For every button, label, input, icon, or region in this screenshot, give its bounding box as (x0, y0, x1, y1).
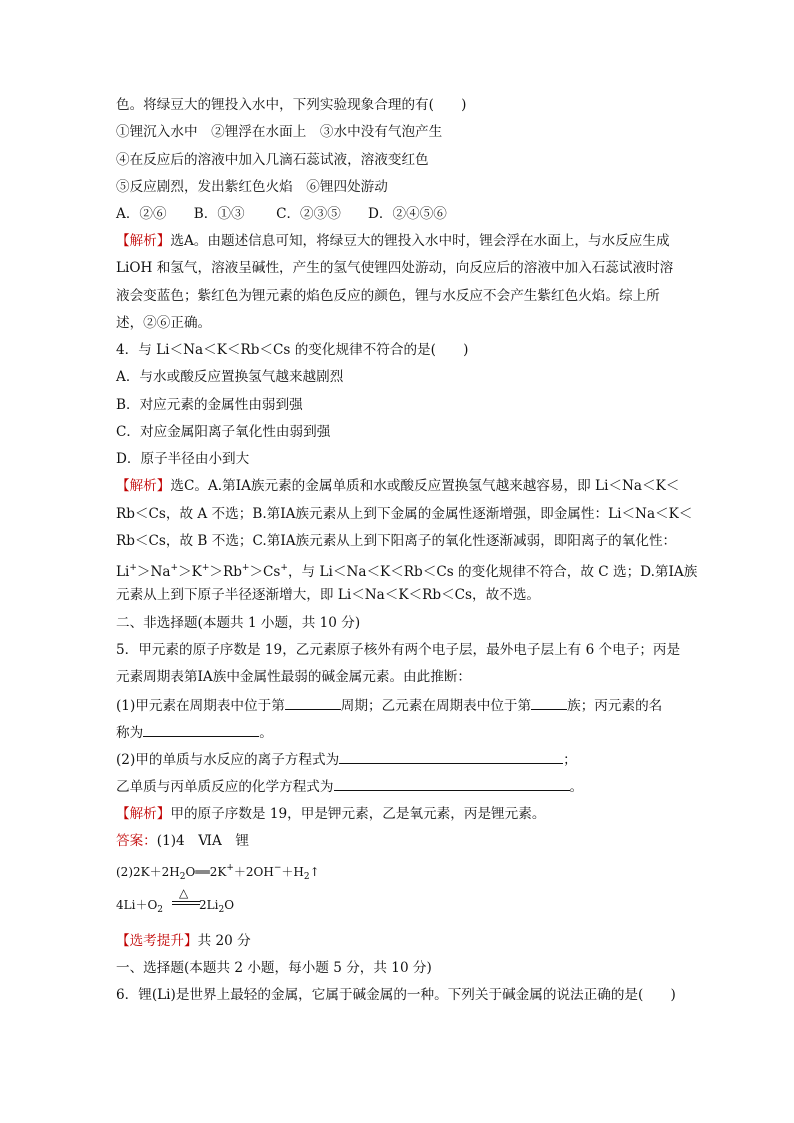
charge: + (280, 563, 288, 573)
q5-stem-line1: 5．甲元素的原子序数是 19，乙元素原子核外有两个电子层，最外电子层上有 6 个电子；丙是 (116, 642, 681, 658)
analysis-tag: 【解析】 (116, 478, 171, 494)
q5-part1 (116, 696, 662, 715)
q4-option-b: B．对应元素的金属性由弱到强 (116, 397, 303, 413)
equation-part: 4Li＋O (116, 898, 158, 912)
q4-analysis-line4 (116, 559, 697, 581)
q5-part1-text: 族；丙元素的名 (567, 698, 663, 714)
q5-part1-text: 。 (259, 725, 273, 741)
q5-part2-text: 。 (569, 779, 584, 795)
analysis-tag: 【解析】 (116, 233, 171, 249)
q3-choices: A．②⑥ B．①③ C．②③⑤ D．②④⑤⑥ (116, 206, 447, 222)
q4-stem: 4．与 Li＜Na＜K＜Rb＜Cs 的变化规律不符合的是( ) (116, 342, 469, 358)
q4-analysis-line3: Rb＜Cs，故 B 不选；C.第ⅠA族元素从上到下阳离子的氧化性逐渐减弱，即阳离子的氧化性： (116, 533, 677, 549)
bonus-section-heading: 一、选择题(本题共 2 小题，每小题 5 分，共 10 分) (116, 960, 432, 976)
equation-part: (2)2K＋2H (116, 865, 180, 879)
q3-analysis-line2: LiOH 和氢气，溶液呈碱性，产生的氢气使锂四处游动，向反应后的溶液中加入石蕊试液时溶 (116, 260, 674, 276)
answer-blank-element-name[interactable] (143, 723, 259, 737)
charge: + (241, 563, 250, 573)
analysis-text: 选A。由题述信息可知，将绿豆大的锂投入水中时，锂会浮在水面上，与水反应生成 (170, 233, 670, 249)
analysis-tag: 【解析】 (116, 806, 171, 822)
q3-analysis-line3: 液会变蓝色；紫红色为锂元素的焰色反应的颜色，锂与水反应不会产生紫红色火焰。综上所 (116, 288, 660, 304)
q6-stem: 6．锂(Li)是世界上最轻的金属，它属于碱金属的一种。下列关于碱金属的说法正确的是( ) (116, 987, 676, 1003)
answer-blank-group[interactable] (531, 696, 567, 710)
heat-triangle-icon: △ (179, 886, 189, 900)
q3-options-line1: ①锂沉入水中 ②锂浮在水面上 ③水中没有气泡产生 (116, 124, 443, 140)
ion-k: ＞K (178, 564, 202, 580)
q3-options-line2: ④在反应后的溶液中加入几滴石蕊试液，溶液变红色 (116, 152, 429, 168)
subscript: 2 (179, 872, 186, 882)
equals-bar (172, 904, 200, 905)
q5-part1-cont (116, 723, 273, 742)
q4-option-d: D．原子半径由小到大 (116, 451, 250, 467)
q5-part2-cont (116, 777, 583, 796)
equation-part: 2Li (199, 898, 219, 912)
subscript: 2 (303, 872, 310, 882)
charge: + (170, 563, 179, 573)
bonus-tag: 【选考提升】 (116, 933, 198, 949)
subscript: 2 (157, 905, 164, 915)
q4-option-c: C．对应金属阳离子氧化性由弱到强 (116, 424, 331, 440)
ion-cs: ＞Cs (249, 564, 281, 580)
ion-na: ＞Na (136, 564, 171, 580)
q3-options-line3: ⑤反应剧烈，发出紫红色火焰 ⑥锂四处游动 (116, 179, 388, 195)
superscript: + (226, 863, 234, 873)
equals-bar (172, 901, 200, 902)
charge: + (201, 563, 210, 573)
q3-analysis-line1 (116, 232, 670, 250)
analysis-text: ，与 Li＜Na＜K＜Rb＜Cs 的变化规律不符合，故 C 选；D.第ⅠA族 (287, 564, 698, 580)
q5-stem-line2: 元素周期表第ⅠA族中金属性最弱的碱金属元素。由此推断： (116, 669, 472, 685)
analysis-text: 选C。A.第ⅠA族元素的金属单质和水或酸反应置换氢气越来越容易，即 Li＜Na＜K＜ (170, 478, 680, 494)
analysis-text: 甲的原子序数是 19，甲是钾元素，乙是氧元素，丙是锂元素。 (170, 806, 546, 822)
ion-li: Li (116, 564, 130, 580)
q4-analysis-line2: Rb＜Cs，故 A 不选；B.第ⅠA族元素从上到下金属的金属性逐渐增强，即金属性：Li＜Na＜K＜ (116, 506, 693, 522)
answer-blank-period[interactable] (285, 696, 341, 710)
q5-answer-equation1 (116, 859, 320, 886)
q3-analysis-line4: 述，②⑥正确。 (116, 315, 212, 331)
bonus-score: 共 20 分 (197, 933, 251, 949)
equation-part: ↑ (309, 865, 320, 879)
q5-part1-text: 周期；乙元素在周期表中位于第 (340, 698, 532, 714)
q5-part2-text: ； (563, 752, 577, 768)
bonus-heading (116, 932, 251, 950)
subscript: 2 (218, 905, 225, 915)
equation-part: O══2K (185, 865, 227, 879)
q4-analysis-line5: 元素从上到下原子半径逐渐增大，即 Li＜Na＜K＜Rb＜Cs，故不选。 (116, 587, 541, 603)
section-heading-nonchoice: 二、非选择题(本题共 1 小题，共 10 分) (116, 615, 361, 631)
q4-option-a: A．与水或酸反应置换氢气越来越剧烈 (116, 369, 344, 385)
answer-text: (1)4 ⅥA 锂 (156, 833, 249, 849)
q3-stem: 色。将绿豆大的锂投入水中，下列实验现象合理的有( ) (116, 97, 467, 113)
heating-condition-sign (172, 888, 200, 908)
q5-part2-text: 乙单质与丙单质反应的化学方程式为 (116, 779, 334, 795)
equation-part: O (224, 898, 235, 912)
equation-part: ＋H (281, 865, 304, 879)
q5-part2-text: (2)甲的单质与水反应的离子方程式为 (116, 752, 340, 768)
answer-blank-chemical-equation[interactable] (334, 777, 570, 791)
equation-part: ＋2OH (233, 865, 274, 879)
q4-analysis-line1 (116, 477, 679, 495)
answer-tag: 答案： (116, 833, 157, 849)
charge: + (129, 563, 137, 573)
q5-part1-text: 称为 (116, 725, 144, 741)
answer-blank-ionic-equation[interactable] (339, 750, 563, 764)
q5-part2 (116, 750, 577, 769)
q5-analysis (116, 805, 545, 823)
q5-answer-line1 (116, 832, 249, 850)
ion-rb: ＞Rb (209, 564, 242, 580)
superscript: − (273, 863, 282, 873)
q5-part1-text: (1)甲元素在周期表中位于第 (116, 698, 285, 714)
